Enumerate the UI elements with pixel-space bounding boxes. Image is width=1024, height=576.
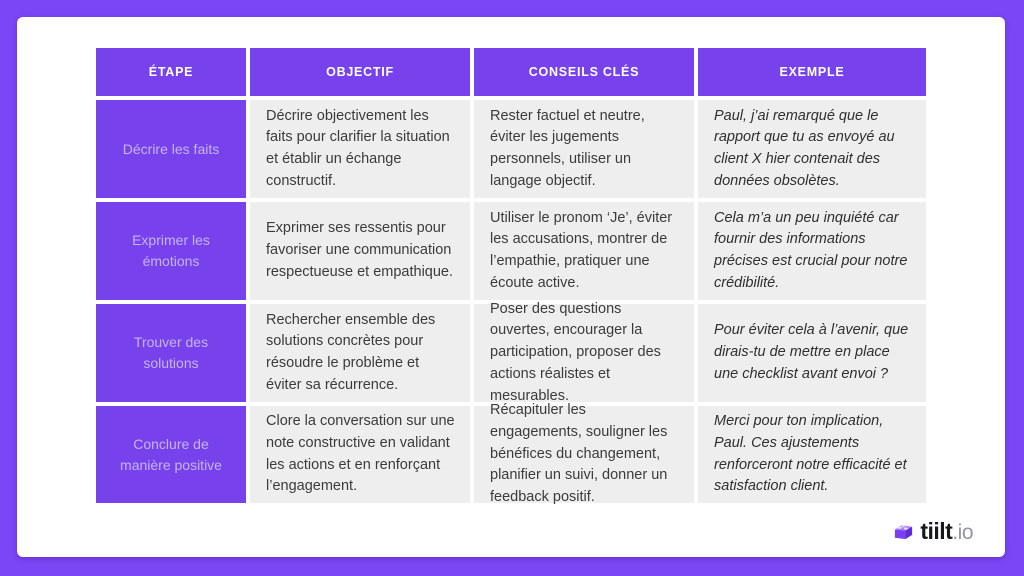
lego-brick-icon [892, 520, 915, 543]
objectif-cell: Décrire objectivement les faits pour clarifier la situation et établir un échange constructif. [250, 100, 470, 198]
column-header-objectif: OBJECTIF [250, 48, 470, 96]
objectif-cell: Rechercher ensemble des solutions concrètes pour résoudre le problème et éviter sa récurrence. [250, 304, 470, 402]
column-header-exemple: EXEMPLE [698, 48, 926, 96]
conseils-cell: Rester factuel et neutre, éviter les jugements personnels, utiliser un langage objectif. [474, 100, 694, 198]
exemple-cell: Paul, j’ai remarqué que le rapport que tu as envoyé au client X hier contenait des données obsolètes. [698, 100, 926, 198]
step-label-conclure-de-maniere-positive: Conclure de manière positive [96, 406, 246, 503]
content-card [17, 17, 1005, 557]
objectif-cell: Clore la conversation sur une note constructive en validant les actions et en renforçant l’engagement. [250, 406, 470, 503]
step-label-trouver-des-solutions: Trouver des solutions [96, 304, 246, 402]
exemple-cell: Cela m’a un peu inquiété car fournir des informations précises est crucial pour notre crédibilité. [698, 202, 926, 300]
logo-brand-text: tiilt [920, 518, 953, 544]
feedback-steps-table [96, 48, 926, 506]
step-label-exprimer-les-emotions: Exprimer les émotions [96, 202, 246, 300]
column-header-etape: ÉTAPE [96, 48, 246, 96]
conseils-cell: Récapituler les engagements, souligner les bénéfices du changement, planifier un suivi, donner un feedback positif. [474, 406, 694, 503]
exemple-cell: Pour éviter cela à l’avenir, que dirais-tu de mettre en place une checklist avant envoi ? [698, 304, 926, 402]
column-header-conseils-cles: CONSEILS CLÉS [474, 48, 694, 96]
step-label-decrire-les-faits: Décrire les faits [96, 100, 246, 198]
tiilt-logo [892, 518, 973, 545]
logo-suffix-text: .io [952, 521, 973, 544]
exemple-cell: Merci pour ton implication, Paul. Ces ajustements renforceront notre efficacité et satisfaction client. [698, 406, 926, 503]
objectif-cell: Exprimer ses ressentis pour favoriser une communication respectueuse et empathique. [250, 202, 470, 300]
conseils-cell: Poser des questions ouvertes, encourager la participation, proposer des actions réalistes et mesurables. [474, 304, 694, 402]
conseils-cell: Utiliser le pronom ‘Je’, éviter les accusations, montrer de l’empathie, pratiquer une écoute active. [474, 202, 694, 300]
